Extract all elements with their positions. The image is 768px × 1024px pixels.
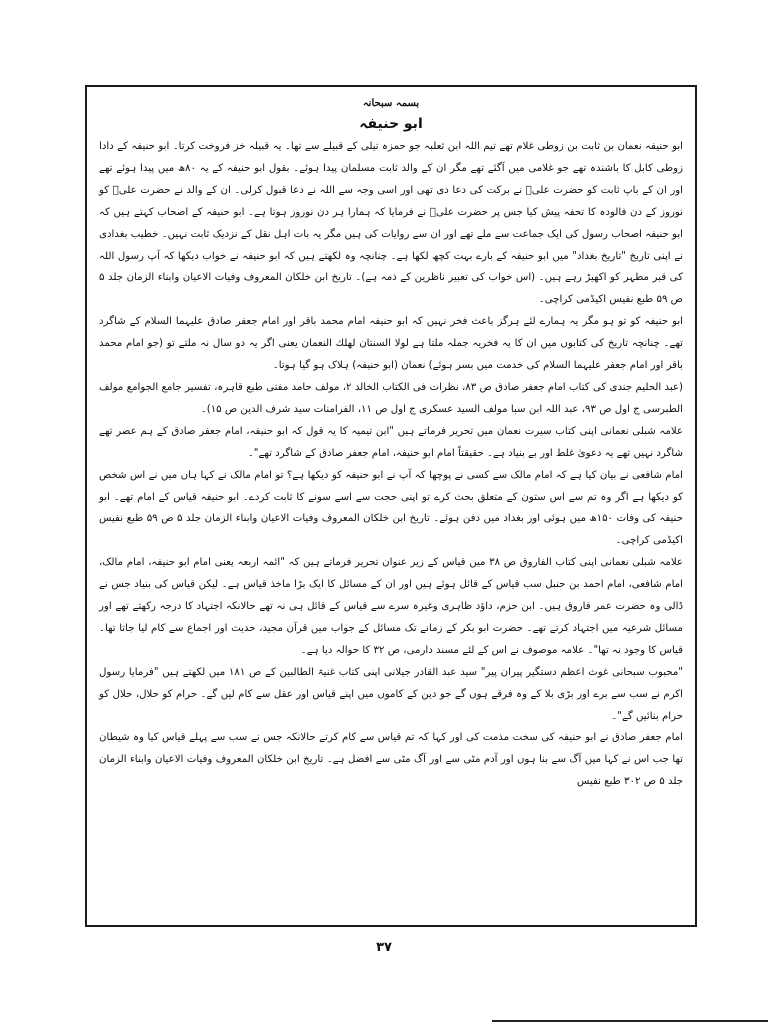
document-body — [99, 136, 683, 793]
paragraph-8: امام جعفر صادق نے ابو حنیفہ کی سخت مذمت کی اور کہا کہ تم قیاس سے کام کرتے حالانکہ جس نے سب سے پہلے قیاس کیا وہ شیطان تھا جب اس نے کہا میں آگ سے بنا ہوں اور آدم مٹی سے اور آگ مٹی سے افضل ہے۔ تاریخ ابن خلکان المعروف وفیات الاعیان وابناء الزمان جلد ۵ ص ۳۰۲ طبع نفیس — [99, 732, 683, 788]
document-title: ابو حنیفہ — [359, 116, 423, 132]
footer-rule — [492, 1020, 768, 1022]
paragraph-7: "محبوب سبحانی غوث اعظم دستگیر پیران پیر" سید عبد القادر جیلانی اپنی کتاب غنیۃ الطالبین کے ص ۱۸۱ میں لکھتے ہیں "فرمایا رسول اکرم نے سب سے برے اور بڑی بلا کے وہ فرقے ہوں گے جو دین کے کاموں میں اپنے قیاس اور عقل سے کام لیں گے۔ حرام کو حلال، حلال کو حرام بنائیں گے"۔ — [99, 666, 683, 722]
paragraph-2: ابو حنیفہ کو تو ہو مگر یہ ہمارے لئے ہرگز باعث فخر نہیں کہ ابو حنیفہ امام محمد باقر اور امام جعفر صادق علیہما السلام کے شاگرد تھے۔ چنانچہ تاریخ کی کتابوں میں ان کا یہ فخریہ جملہ ملتا ہے لولا السنتان لهلك النعمان یعنی اگر یہ دو سال نہ ملتے تو (جو امام محمد باقر اور امام جعفر علیہما السلام کی خدمت میں بسر ہوئے) نعمان (ابو حنیفہ) ہلاک ہو گیا ہوتا۔ — [99, 316, 683, 372]
header-invocation: بسمہ سبحانہ — [362, 98, 420, 109]
page-number: ۳۷ — [376, 940, 392, 955]
paragraph-4: علامہ شبلی نعمانی اپنی کتاب سیرت نعمان میں تحریر فرماتے ہیں "ابن تیمیہ کا یہ قول کہ ابو حنیفہ، امام جعفر صادق کے ہم عصر تھے شاگرد نہیں تھے یہ دعویٰ غلط اور بے بنیاد ہے۔ حقیقتاً امام ابو حنیفہ، امام جعفر صادق کے شاگرد تھے"۔ — [99, 425, 683, 459]
paragraph-3: (عبد الحلیم جندی کی کتاب امام جعفر صادق ص ۸۳، نظرات فی الکتاب الخالد ۲، مولف حامد مفتی طبع قاہرہ، تفسیر جامع الجوامع مولف الطبرسی ج اول ص ۹۳، عبد اللہ ابن سبا مولف السید عسکری ج اول ص ۱۱، الفرامنات سید شرف الدین ص ۱۵)۔ — [99, 381, 683, 415]
paragraph-6: علامہ شبلی نعمانی اپنی کتاب الفاروق ص ۳۸ میں قیاس کے زیر عنوان تحریر فرماتے ہیں کہ "ائمہ اربعہ یعنی امام ابو حنیفہ، امام مالک، امام شافعی، امام احمد بن حنبل سب قیاس کے قائل ہوئے ہیں اور ان کے مسائل کا ایک بڑا ماخذ قیاس ہے۔ لیکن قیاس کی بنیاد جس نے ڈالی وہ حضرت عمر فاروق ہیں۔ ابن حزم، داؤد ظاہری وغیرہ سرے سے قیاس کے قائل ہی نہ تھے حالانکہ اجتہاد کا درجہ رکھتے تھے اور مسائل شرعیہ میں اجتہاد کرتے تھے۔ حضرت ابو بکر کے زمانے تک مسائل کے جواب میں قرآن مجید، حدیث اور اجماع سے کام لیا جاتا تھا۔ قیاس کا وجود نہ تھا"۔ علامہ موصوف نے اس کے لئے مسند دارمی، ص ۳۲ کا حوالہ دیا ہے۔ — [99, 557, 683, 656]
paragraph-1: ابو حنیفہ نعمان بن ثابت بن زوطی غلام تھے تیم اللہ ابن ثعلبہ جو حمزہ تیلی کے قبیلے سے تھا۔ یہ قبیلہ خز فروخت کرتا۔ ابو حنیفہ کے دادا زوطی کابل کا باشندہ تھے جو غلامی میں آگئے تھے مگر ان کے والد ثابت مسلمان پیدا ہوئے۔ بقول ابو حنیفہ کے یہ ۸۰ھ میں پیدا ہوئے تھے اور ان کے باپ ثابت کو حضرت علیؑ نے برکت کی دعا دی تھی اور اسی وجہ سے اللہ نے دعا قبول کرلی۔ ان کے والد نے حضرت علیؑ کو نوروز کے دن فالودہ کا تحفہ پیش کیا جس پر حضرت علیؑ نے فرمایا کہ ہمارا ہر دن نوروز ہوتا ہے۔ ابو حنیفہ کے اصحاب کہتے ہیں کہ ابو حنیفہ اصحاب رسول کی ایک جماعت سے ملے تھے اور ان سے روایات کی ہیں مگر یہ بات اہل نقل کے نزدیک ثابت نہیں۔ خطیب بغدادی نے اپنی تاریخ "تاریخ بغداد" میں ابو حنیفہ کے بارے بہت کچھ لکھا ہے۔ چنانچہ وہ لکھتے ہیں کہ ابو حنیفہ نے خواب دیکھا کہ آپ رسول اللہ کی قبر مطہر کو اکھیڑ رہے ہیں۔ (اس خواب کی تعبیر ناظرین کے ذمہ ہے)۔ تاریخ ابن خلکان المعروف وفیات الاعیان وابناء الزمان جلد ۵ ص ۵۹ طبع نفیس اکیڈمی کراچی۔ — [99, 141, 683, 306]
document-page — [85, 85, 697, 927]
paragraph-5: امام شافعی نے بیان کیا ہے کہ امام مالک سے کسی نے پوچھا کہ آپ نے ابو حنیفہ کو دیکھا ہے؟ تو امام مالک نے کہا ہاں میں نے اس شخص کو دیکھا ہے اگر وہ تم سے اس ستون کے متعلق بحث کرے تو اپنی حجت سے اسے سونے کا ثابت کردے۔ ابو حنیفہ قیاس کے امام تھے۔ ابو حنیفہ کی وفات ۱۵۰ھ میں ہوئی اور بغداد میں دفن ہوئے۔ تاریخ ابن خلکان المعروف وفیات الاعیان وابناء الزمان جلد ۵ ص ۵۹ طبع نفیس اکیڈمی کراچی۔ — [99, 469, 683, 547]
